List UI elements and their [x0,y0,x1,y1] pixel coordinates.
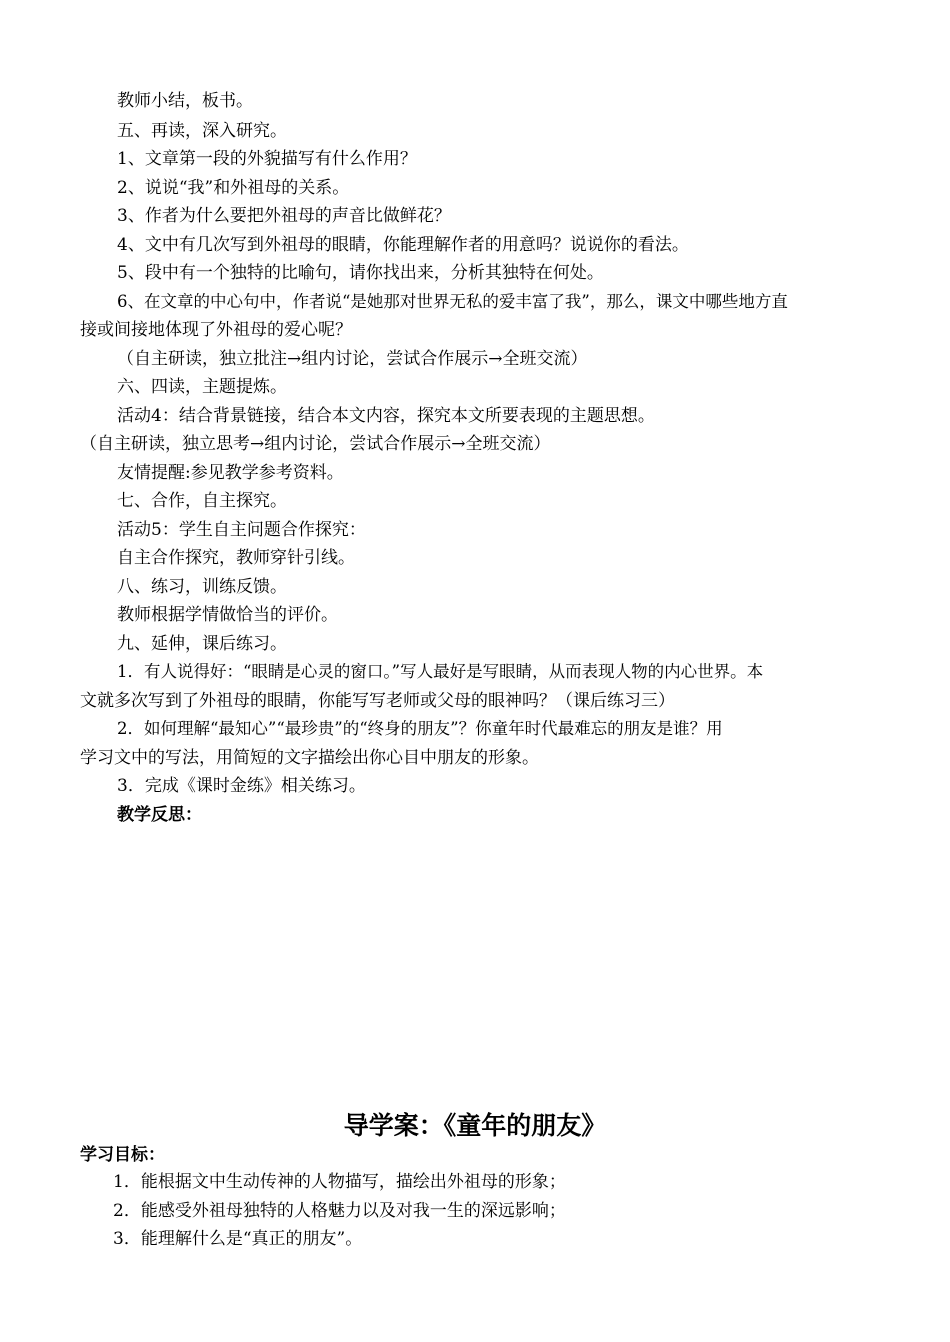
objective-item: 1．能根据文中生动传神的人物描写，描绘出外祖母的形象； [113,1172,566,1192]
exercise-item-continued: 学习文中的写法，用简短的文字描绘出你心目中朋友的形象。 [80,748,539,768]
reflection-label: 教学反思： [117,805,202,825]
objective-item: 3．能理解什么是“真正的朋友”。 [113,1229,363,1249]
activity-note: （自主研读，独立思考→组内讨论，尝试合作展示→全班交流） [80,434,551,454]
question-item: 3、作者为什么要把外祖母的声音比做鲜花？ [117,206,451,226]
section-heading: 六、四读，主题提炼。 [117,377,287,397]
exercise-item-continued: 文就多次写到了外祖母的眼睛，你能写写老师或父母的眼神吗？（课后练习三） [80,691,675,711]
activity-note: （自主研读，独立批注→组内讨论，尝试合作展示→全班交流） [117,349,588,369]
question-item: 4、文中有几次写到外祖母的眼睛，你能理解作者的用意吗？说说你的看法。 [117,235,689,255]
objective-item: 2．能感受外祖母独特的人格魅力以及对我一生的深远影响； [113,1201,566,1221]
question-item: 6、在文章的中心句中，作者说“是她那对世界无私的爱丰富了我”，那么，课文中哪些地方直 [117,292,788,311]
exercise-item: 2．如何理解“最知心”“最珍贵”的“终身的朋友”？你童年时代最难忘的朋友是谁？用 [117,719,723,738]
exercise-item: 3．完成《课时金练》相关练习。 [117,776,366,796]
text-line: 友情提醒:参见教学参考资料。 [117,463,344,483]
objectives-label: 学习目标： [80,1145,165,1165]
section-heading: 七、合作，自主探究。 [117,491,287,511]
question-item: 1、文章第一段的外貌描写有什么作用？ [117,149,417,169]
activity-item: 活动4：结合背景链接，结合本文内容，探究本文所要表现的主题思想。 [117,406,655,426]
text-line: 教师根据学情做恰当的评价。 [117,605,338,625]
question-item: 2、说说“我”和外祖母的关系。 [117,178,350,198]
question-item-continued: 接或间接地体现了外祖母的爱心呢？ [80,320,352,340]
section-heading: 九、延伸，课后练习。 [117,634,287,654]
activity-item: 活动5：学生自主问题合作探究： [117,520,366,540]
exercise-item: 1．有人说得好：“眼睛是心灵的窗口。”写人最好是写眼睛，从而表现人物的内心世界。本 [117,662,764,681]
section-heading: 五、再读，深入研究。 [117,121,287,141]
text-line: 自主合作探究，教师穿针引线。 [117,548,355,568]
guide-title: 导学案：《童年的朋友》 [343,1111,607,1140]
text-line: 教师小结，板书。 [117,91,253,111]
section-heading: 八、练习，训练反馈。 [117,577,287,597]
question-item: 5、段中有一个独特的比喻句，请你找出来，分析其独特在何处。 [117,263,604,283]
